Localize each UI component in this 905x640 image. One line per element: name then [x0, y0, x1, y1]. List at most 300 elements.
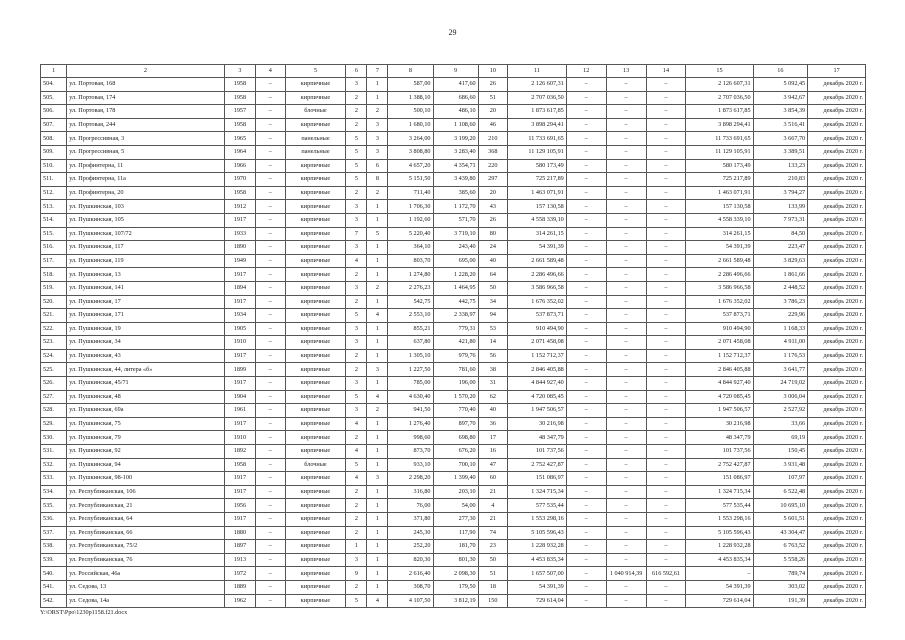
table-cell: декабрь 2020 г.	[808, 159, 866, 173]
table-cell: –	[646, 363, 686, 377]
table-cell: –	[566, 445, 606, 459]
table-cell: 2	[346, 91, 367, 105]
table-cell: –	[606, 580, 646, 594]
table-cell: 40	[478, 254, 507, 268]
table-cell: 542,75	[388, 295, 433, 309]
table-cell: 3	[346, 377, 367, 391]
table-cell: –	[256, 295, 285, 309]
table-cell: –	[606, 431, 646, 445]
table-cell: 1962	[224, 594, 255, 608]
table-cell: 43	[478, 200, 507, 214]
table-cell: 26	[478, 213, 507, 227]
table-cell: 3	[346, 78, 367, 92]
table-cell: 4 453 835,34	[508, 553, 567, 567]
table-cell: 1 947 506,57	[508, 404, 567, 418]
table-cell: –	[256, 458, 285, 472]
table-row	[41, 458, 866, 472]
table-cell: 34	[478, 295, 507, 309]
table-cell: 1917	[224, 295, 255, 309]
table-cell: декабрь 2020 г.	[808, 363, 866, 377]
table-cell: 524.	[41, 349, 67, 363]
table-cell: 4	[367, 390, 388, 404]
table-cell: декабрь 2020 г.	[808, 485, 866, 499]
table-cell: –	[256, 254, 285, 268]
table-cell: –	[256, 186, 285, 200]
table-cell: –	[256, 363, 285, 377]
table-cell: 179,50	[433, 580, 478, 594]
table-cell: –	[606, 145, 646, 159]
table-cell: –	[566, 458, 606, 472]
table-cell: кирпичные	[285, 91, 346, 105]
table-cell: декабрь 2020 г.	[808, 390, 866, 404]
table-cell: –	[566, 553, 606, 567]
table-cell: 2 846 405,88	[508, 363, 567, 377]
table-cell: 3	[367, 132, 388, 146]
table-cell: –	[646, 472, 686, 486]
table-cell: кирпичные	[285, 580, 346, 594]
table-cell: 5	[346, 173, 367, 187]
table-cell: 1 873 617,85	[686, 105, 753, 119]
table-cell: декабрь 2020 г.	[808, 349, 866, 363]
table-cell: 542.	[41, 594, 67, 608]
table-cell: –	[256, 526, 285, 540]
table-cell: 157 130,58	[686, 200, 753, 214]
table-cell: –	[646, 159, 686, 173]
table-cell: –	[566, 567, 606, 581]
table-cell: –	[646, 485, 686, 499]
table-cell: кирпичные	[285, 485, 346, 499]
table-cell: 580 173,49	[508, 159, 567, 173]
table-cell: –	[256, 309, 285, 323]
table-cell: 1897	[224, 540, 255, 554]
table-cell: 910 494,90	[508, 322, 567, 336]
page-number: 29	[448, 28, 457, 37]
table-cell: 529.	[41, 417, 67, 431]
table-cell: 1 947 506,57	[686, 404, 753, 418]
table-cell: 941,50	[388, 404, 433, 418]
table-cell: 3 898 294,41	[508, 118, 567, 132]
table-row	[41, 540, 866, 554]
table-row	[41, 309, 866, 323]
table-cell: 4 657,20	[388, 159, 433, 173]
table-cell: 196,00	[433, 377, 478, 391]
table-cell: 48 347,79	[508, 431, 567, 445]
table-cell: 3 794,27	[753, 186, 808, 200]
table-cell: –	[566, 594, 606, 608]
table-cell: 534.	[41, 485, 67, 499]
table-cell: 1910	[224, 431, 255, 445]
table-cell: –	[646, 553, 686, 567]
table-cell: –	[566, 254, 606, 268]
table-cell: 1958	[224, 118, 255, 132]
table-cell: 1892	[224, 445, 255, 459]
table-cell: декабрь 2020 г.	[808, 78, 866, 92]
table-cell: 1 108,60	[433, 118, 478, 132]
table-cell: 2 286 496,66	[508, 268, 567, 282]
table-cell: 385,60	[433, 186, 478, 200]
table-cell: 1	[367, 485, 388, 499]
table-cell: ул. Седова, 13	[67, 580, 224, 594]
table-cell: 711,40	[388, 186, 433, 200]
table-cell: –	[646, 445, 686, 459]
table-row	[41, 431, 866, 445]
table-cell: ул. Пушкинская, 13	[67, 268, 224, 282]
table-cell: 2 707 036,50	[686, 91, 753, 105]
table-cell: –	[606, 268, 646, 282]
table-cell: 820,30	[388, 553, 433, 567]
table-cell: –	[646, 281, 686, 295]
table-cell: 518.	[41, 268, 67, 282]
table-cell: 2	[346, 513, 367, 527]
table-cell: ул. Пушкинская, 69а	[67, 404, 224, 418]
table-cell: –	[606, 254, 646, 268]
table-cell: 532.	[41, 458, 67, 472]
table-cell: 181,70	[433, 540, 478, 554]
table-cell: 530.	[41, 431, 67, 445]
table-row	[41, 553, 866, 567]
table-cell: 2 707 036,50	[508, 91, 567, 105]
table-cell: 1 388,10	[388, 91, 433, 105]
table-cell: ул. Портовая, 178	[67, 105, 224, 119]
table-cell: –	[566, 363, 606, 377]
table-cell: –	[256, 485, 285, 499]
table-cell: 54 391,39	[508, 580, 567, 594]
table-cell: 107,97	[753, 472, 808, 486]
table-cell: 1	[367, 254, 388, 268]
table-cell: 54,00	[433, 499, 478, 513]
table-cell: ул. Пушкинская, 45/71	[67, 377, 224, 391]
table-cell: 1 873 617,85	[508, 105, 567, 119]
table-cell: –	[566, 227, 606, 241]
table-cell: 1	[367, 377, 388, 391]
housing-table	[40, 64, 866, 608]
table-cell: –	[606, 594, 646, 608]
table-cell: 4 720 085,45	[508, 390, 567, 404]
table-cell: 14	[478, 336, 507, 350]
table-cell: 11 733 691,65	[508, 132, 567, 146]
table-cell: 48 347,79	[686, 431, 753, 445]
table-cell: 151 086,97	[686, 472, 753, 486]
table-cell: –	[566, 295, 606, 309]
table-cell: ул. Пушкинская, 43	[67, 349, 224, 363]
table-cell: кирпичные	[285, 553, 346, 567]
table-cell: 11 733 691,65	[686, 132, 753, 146]
table-cell: 3 586 966,58	[508, 281, 567, 295]
table-cell: 1	[367, 445, 388, 459]
table-cell: 1	[367, 241, 388, 255]
table-cell: 40	[478, 404, 507, 418]
table-cell: 3	[367, 118, 388, 132]
table-cell: кирпичные	[285, 309, 346, 323]
table-cell: –	[646, 105, 686, 119]
table-cell: 151 086,97	[508, 472, 567, 486]
table-cell: –	[566, 540, 606, 554]
table-cell: 676,20	[433, 445, 478, 459]
table-cell: 421,80	[433, 336, 478, 350]
table-cell: 1966	[224, 159, 255, 173]
table-cell: 38	[478, 363, 507, 377]
table-cell: кирпичные	[285, 499, 346, 513]
table-cell: –	[646, 594, 686, 608]
table-cell: 1 274,80	[388, 268, 433, 282]
table-row	[41, 227, 866, 241]
table-cell: декабрь 2020 г.	[808, 580, 866, 594]
table-cell: 50	[478, 553, 507, 567]
table-cell: кирпичные	[285, 295, 346, 309]
table-cell: –	[646, 526, 686, 540]
table-cell: 54 391,39	[686, 241, 753, 255]
table-cell: декабрь 2020 г.	[808, 173, 866, 187]
table-cell: декабрь 2020 г.	[808, 241, 866, 255]
table-cell: 637,80	[388, 336, 433, 350]
table-cell: кирпичные	[285, 417, 346, 431]
table-cell: 801,30	[433, 553, 478, 567]
table-cell: 30 216,98	[686, 417, 753, 431]
table-cell: –	[566, 118, 606, 132]
table-row	[41, 363, 866, 377]
table-cell: 1 172,70	[433, 200, 478, 214]
table-cell: 2	[346, 268, 367, 282]
table-cell: 1965	[224, 132, 255, 146]
table-cell: –	[646, 213, 686, 227]
table-cell: 7	[346, 227, 367, 241]
table-cell: 514.	[41, 213, 67, 227]
table-cell: –	[256, 431, 285, 445]
table-cell: 1	[367, 513, 388, 527]
table-cell: 43 304,47	[753, 526, 808, 540]
table-cell: ул. Пушкинская, 117	[67, 241, 224, 255]
table-cell: 76,00	[388, 499, 433, 513]
table-cell: декабрь 2020 г.	[808, 186, 866, 200]
table-cell: декабрь 2020 г.	[808, 377, 866, 391]
table-cell: –	[256, 580, 285, 594]
table-cell: 17	[478, 431, 507, 445]
table-cell: ул. Седова, 14а	[67, 594, 224, 608]
table-cell: 4	[346, 254, 367, 268]
table-cell: 1 152 712,37	[686, 349, 753, 363]
table-cell: 537.	[41, 526, 67, 540]
table-cell: –	[566, 431, 606, 445]
table-cell: 1880	[224, 526, 255, 540]
table-cell: 2 752 427,87	[686, 458, 753, 472]
table-cell: –	[606, 553, 646, 567]
table-cell: 1	[367, 431, 388, 445]
table-cell: –	[646, 145, 686, 159]
table-cell: ул. Портовая, 168	[67, 78, 224, 92]
table-cell: 191,39	[753, 594, 808, 608]
table-cell: декабрь 2020 г.	[808, 431, 866, 445]
table-cell: –	[646, 78, 686, 92]
table-cell: 5	[346, 145, 367, 159]
table-cell: –	[646, 417, 686, 431]
table-cell: 2 286 496,66	[686, 268, 753, 282]
table-cell: ул. Пушкинская, 107/72	[67, 227, 224, 241]
table-cell: 1 657 507,00	[508, 567, 567, 581]
table-row	[41, 295, 866, 309]
table-cell: –	[256, 132, 285, 146]
table-cell: кирпичные	[285, 567, 346, 581]
table-cell: 2 553,10	[388, 309, 433, 323]
table-cell: 2 448,52	[753, 281, 808, 295]
table-cell: –	[606, 132, 646, 146]
table-cell: 1 553 298,16	[686, 513, 753, 527]
table-cell: 910 494,90	[686, 322, 753, 336]
table-cell: 1913	[224, 553, 255, 567]
table-row	[41, 336, 866, 350]
table-cell: 26	[478, 78, 507, 92]
table-cell: 509.	[41, 145, 67, 159]
table-cell: –	[686, 567, 753, 581]
table-cell: панельные	[285, 132, 346, 146]
table-cell: ул. Пушкинская, 171	[67, 309, 224, 323]
table-cell: ул. Республиканская, 106	[67, 485, 224, 499]
table-cell: 20	[478, 186, 507, 200]
table-cell: 1 227,50	[388, 363, 433, 377]
table-cell: 527.	[41, 390, 67, 404]
table-cell: –	[566, 349, 606, 363]
table-row	[41, 472, 866, 486]
table-cell: ул. Портовая, 244	[67, 118, 224, 132]
column-header: 6	[346, 65, 367, 78]
table-cell: –	[256, 513, 285, 527]
table-cell: 5	[346, 390, 367, 404]
table-cell: –	[566, 78, 606, 92]
table-cell: 1905	[224, 322, 255, 336]
table-row	[41, 173, 866, 187]
table-cell: 3 898 294,41	[686, 118, 753, 132]
table-cell: 587,00	[388, 78, 433, 92]
table-cell: 4	[346, 472, 367, 486]
table-cell: 3 389,51	[753, 145, 808, 159]
table-cell: –	[646, 377, 686, 391]
table-cell: 504.	[41, 78, 67, 92]
table-cell: –	[646, 309, 686, 323]
table-cell: 1 706,30	[388, 200, 433, 214]
table-cell: 3 516,41	[753, 118, 808, 132]
table-cell: 3 586 966,58	[686, 281, 753, 295]
table-cell: –	[606, 377, 646, 391]
table-cell: 4	[367, 594, 388, 608]
table-cell: –	[256, 213, 285, 227]
table-cell: декабрь 2020 г.	[808, 200, 866, 214]
table-cell: 3 786,23	[753, 295, 808, 309]
table-cell: –	[256, 118, 285, 132]
table-cell: ул. Республиканская, 64	[67, 513, 224, 527]
table-cell: 512.	[41, 186, 67, 200]
table-cell: –	[256, 173, 285, 187]
table-cell: 4 720 085,45	[686, 390, 753, 404]
table-cell: –	[646, 580, 686, 594]
table-cell: 3	[367, 145, 388, 159]
table-cell: 998,60	[388, 431, 433, 445]
table-cell: кирпичные	[285, 404, 346, 418]
table-cell: 520.	[41, 295, 67, 309]
table-cell: кирпичные	[285, 526, 346, 540]
table-cell: 297	[478, 173, 507, 187]
table-cell: 1 676 352,02	[686, 295, 753, 309]
table-cell: ул. Пушкинская, 48	[67, 390, 224, 404]
table-cell: 979,76	[433, 349, 478, 363]
table-cell: 577 535,44	[686, 499, 753, 513]
table-cell: 508.	[41, 132, 67, 146]
table-cell: 873,70	[388, 445, 433, 459]
table-cell: 4 630,40	[388, 390, 433, 404]
table-cell: 2	[346, 186, 367, 200]
table-row	[41, 78, 866, 92]
table-cell: 10 695,10	[753, 499, 808, 513]
table-cell: 94	[478, 309, 507, 323]
table-cell: 3 931,48	[753, 458, 808, 472]
table-cell: 4 558 339,10	[508, 213, 567, 227]
table-cell: 243,40	[433, 241, 478, 255]
table-cell: 1	[367, 91, 388, 105]
table-cell: –	[256, 445, 285, 459]
table-cell: 54 391,39	[686, 580, 753, 594]
table-cell: 516.	[41, 241, 67, 255]
table-cell: 1917	[224, 213, 255, 227]
table-cell: 210,83	[753, 173, 808, 187]
table-cell: кирпичные	[285, 159, 346, 173]
table-cell: 803,70	[388, 254, 433, 268]
column-header: 1	[41, 65, 67, 78]
table-cell: 5 601,51	[753, 513, 808, 527]
table-cell: 1	[367, 553, 388, 567]
table-cell: 2	[346, 118, 367, 132]
table-cell: –	[646, 336, 686, 350]
table-cell: ул. Пушкинская, 17	[67, 295, 224, 309]
table-cell: кирпичные	[285, 336, 346, 350]
table-cell: 245,30	[388, 526, 433, 540]
table-cell: 2 098,30	[433, 567, 478, 581]
table-cell: блочные	[285, 458, 346, 472]
table-cell: 5 558,26	[753, 553, 808, 567]
table-cell: –	[606, 445, 646, 459]
column-header: 16	[753, 65, 808, 78]
table-cell: 84,50	[753, 227, 808, 241]
table-cell: –	[566, 173, 606, 187]
table-cell: ул. Пушкинская, 94	[67, 458, 224, 472]
table-cell: 519.	[41, 281, 67, 295]
table-row	[41, 349, 866, 363]
table-cell: 1 276,40	[388, 417, 433, 431]
table-cell: 133,23	[753, 159, 808, 173]
table-cell: 1972	[224, 567, 255, 581]
table-cell: кирпичные	[285, 281, 346, 295]
table-row	[41, 567, 866, 581]
table-cell: 3	[346, 241, 367, 255]
table-cell: 517.	[41, 254, 67, 268]
table-cell: кирпичные	[285, 173, 346, 187]
table-cell: 1910	[224, 336, 255, 350]
table-cell: ул. Профинтерна, 20	[67, 186, 224, 200]
table-cell: 1958	[224, 91, 255, 105]
table-cell: 5 151,50	[388, 173, 433, 187]
table-cell: ул. Профинтерна, 11	[67, 159, 224, 173]
table-cell: 1 324 715,34	[686, 485, 753, 499]
table-cell: 3 264,00	[388, 132, 433, 146]
table-cell: –	[256, 241, 285, 255]
table-cell: 1 152 712,37	[508, 349, 567, 363]
table-cell: 4	[346, 417, 367, 431]
column-header: 9	[433, 65, 478, 78]
table-cell: 2	[346, 349, 367, 363]
table-cell: –	[256, 78, 285, 92]
table-cell: –	[566, 200, 606, 214]
table-cell: –	[606, 417, 646, 431]
table-cell: 2 752 427,87	[508, 458, 567, 472]
table-cell: ул. Пушкинская, 19	[67, 322, 224, 336]
table-cell: –	[566, 499, 606, 513]
